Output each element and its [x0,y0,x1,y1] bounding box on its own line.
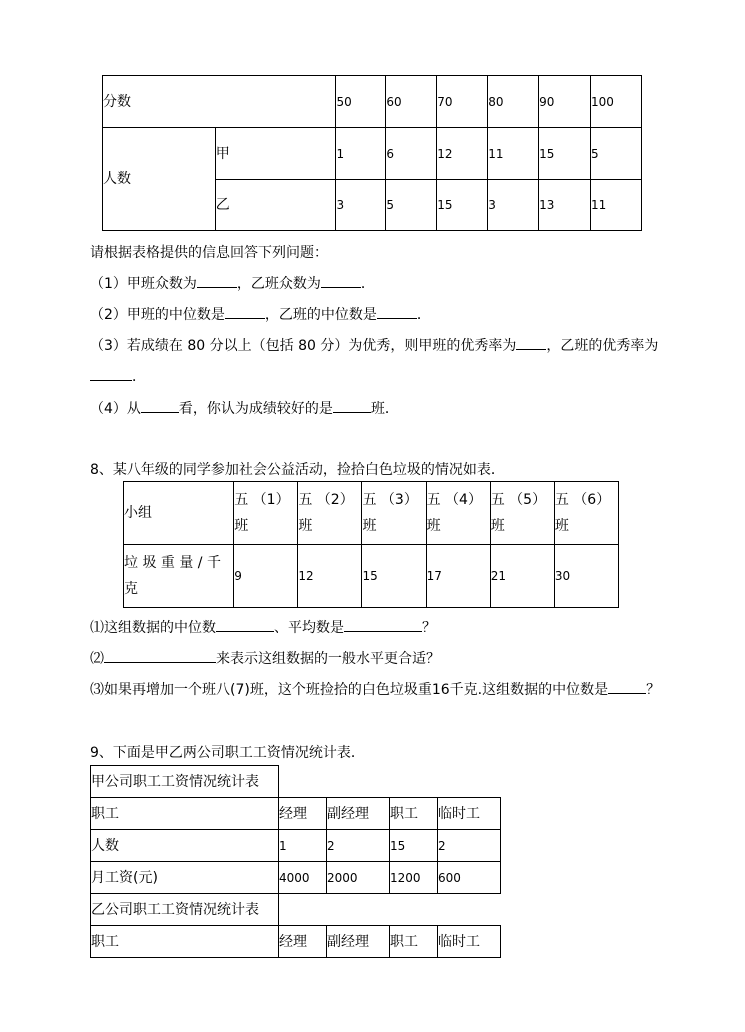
weight-label: 垃 圾 重 量 / 千 克 [124,545,234,608]
answer-blank [344,617,422,632]
wage-cell: 2000 [327,862,390,894]
score-table [102,75,642,231]
problem-8-sub-1: ⑴这组数据的中位数 、平均数是 ？ [90,617,436,637]
role-cell: 经理 [279,798,327,830]
count-cell: 5 [591,128,642,180]
count-cell: 2 [327,830,390,862]
count-cell: 3 [488,180,539,231]
company-a-title: 甲公司职工工资情况统计表 [91,766,279,798]
wage-label: 月工资(元) [91,862,279,894]
wage-cell: 1200 [390,862,438,894]
problem-9-title: 9、下面是甲乙两公司职工工资情况统计表． [90,745,365,761]
answer-blank [104,648,216,663]
score-cell: 100 [591,76,642,128]
count-cell: 1 [279,830,327,862]
count-cell: 1 [336,128,386,180]
role-cell: 副经理 [327,798,390,830]
score-header-label: 分数 [103,76,336,128]
count-cell: 11 [488,128,539,180]
count-label: 人数 [103,128,216,231]
problem-8-title: 8、某八年级的同学参加社会公益活动，捡拾白色垃圾的情况如表． [90,462,505,478]
company-b-title-table [90,893,279,926]
answer-blank [141,398,179,413]
answer-blank [216,617,274,632]
count-cell: 13 [539,180,591,231]
score-cell: 50 [336,76,386,128]
answer-blank [197,273,237,288]
group-cell: 五 （2） 班 [298,482,362,545]
count-cell: 15 [390,830,438,862]
header-label: 职工 [91,798,279,830]
count-cell: 15 [437,180,488,231]
role-cell: 职工 [390,926,438,958]
answer-blank [225,304,265,319]
count-cell: 5 [386,180,437,231]
group-cell: 五 （3） 班 [362,482,426,545]
wage-cell: 600 [438,862,501,894]
group-cell: 五 （1） 班 [234,482,298,545]
header-label: 职工 [91,926,279,958]
problem-8-sub-2: ⑵ 来表示这组数据的一般水平更合适？ [90,648,440,668]
weight-cell: 9 [234,545,298,608]
group-label: 小组 [124,482,234,545]
weight-cell: 17 [426,545,490,608]
question-2: （2）甲班的中位数是 ，乙班的中位数是 ． [90,304,431,324]
count-cell: 2 [438,830,501,862]
weight-cell: 15 [362,545,426,608]
intro-text: 请根据表格提供的信息回答下列问题： [90,245,328,261]
score-cell: 90 [539,76,591,128]
score-cell: 70 [437,76,488,128]
count-cell: 6 [386,128,437,180]
weight-cell: 12 [298,545,362,608]
count-label: 人数 [91,830,279,862]
wage-cell: 4000 [279,862,327,894]
score-cell: 80 [488,76,539,128]
answer-blank [377,304,417,319]
problem-8-sub-3: ⑶如果再增加一个班八(7)班，这个班捡拾的白色垃圾重16千克.这组数据的中位数是 ？ [90,679,660,699]
answer-blank [321,273,361,288]
question-3: （3）若成绩在 80 分以上（包括 80 分）为优秀，则甲班的优秀率为 ，乙班的优秀率为 [90,335,658,355]
role-cell: 职工 [390,798,438,830]
weight-cell: 21 [490,545,554,608]
count-cell: 12 [437,128,488,180]
count-cell: 15 [539,128,591,180]
role-cell: 经理 [279,926,327,958]
class-name: 乙 [215,180,336,231]
company-b-title: 乙公司职工工资情况统计表 [91,894,279,926]
company-b-table [90,925,501,958]
question-1: （1）甲班众数为 ，乙班众数为 ． [90,273,375,293]
answer-blank [516,335,546,350]
role-cell: 临时工 [438,798,501,830]
role-cell: 临时工 [438,926,501,958]
group-cell: 五 （4） 班 [426,482,490,545]
count-cell: 11 [591,180,642,231]
answer-blank [90,366,132,381]
company-a-title-table [90,765,279,798]
group-cell: 五 （5） 班 [490,482,554,545]
answer-blank [608,679,646,694]
company-a-table [90,797,501,894]
score-cell: 60 [386,76,437,128]
count-cell: 3 [336,180,386,231]
weight-cell: 30 [554,545,618,608]
question-3-cont: ． [90,366,146,386]
group-cell: 五 （6） 班 [554,482,618,545]
question-4: （4）从 看，你认为成绩较好的是 班． [90,398,399,418]
answer-blank [333,398,371,413]
class-name: 甲 [215,128,336,180]
role-cell: 副经理 [327,926,390,958]
garbage-table [123,481,619,608]
